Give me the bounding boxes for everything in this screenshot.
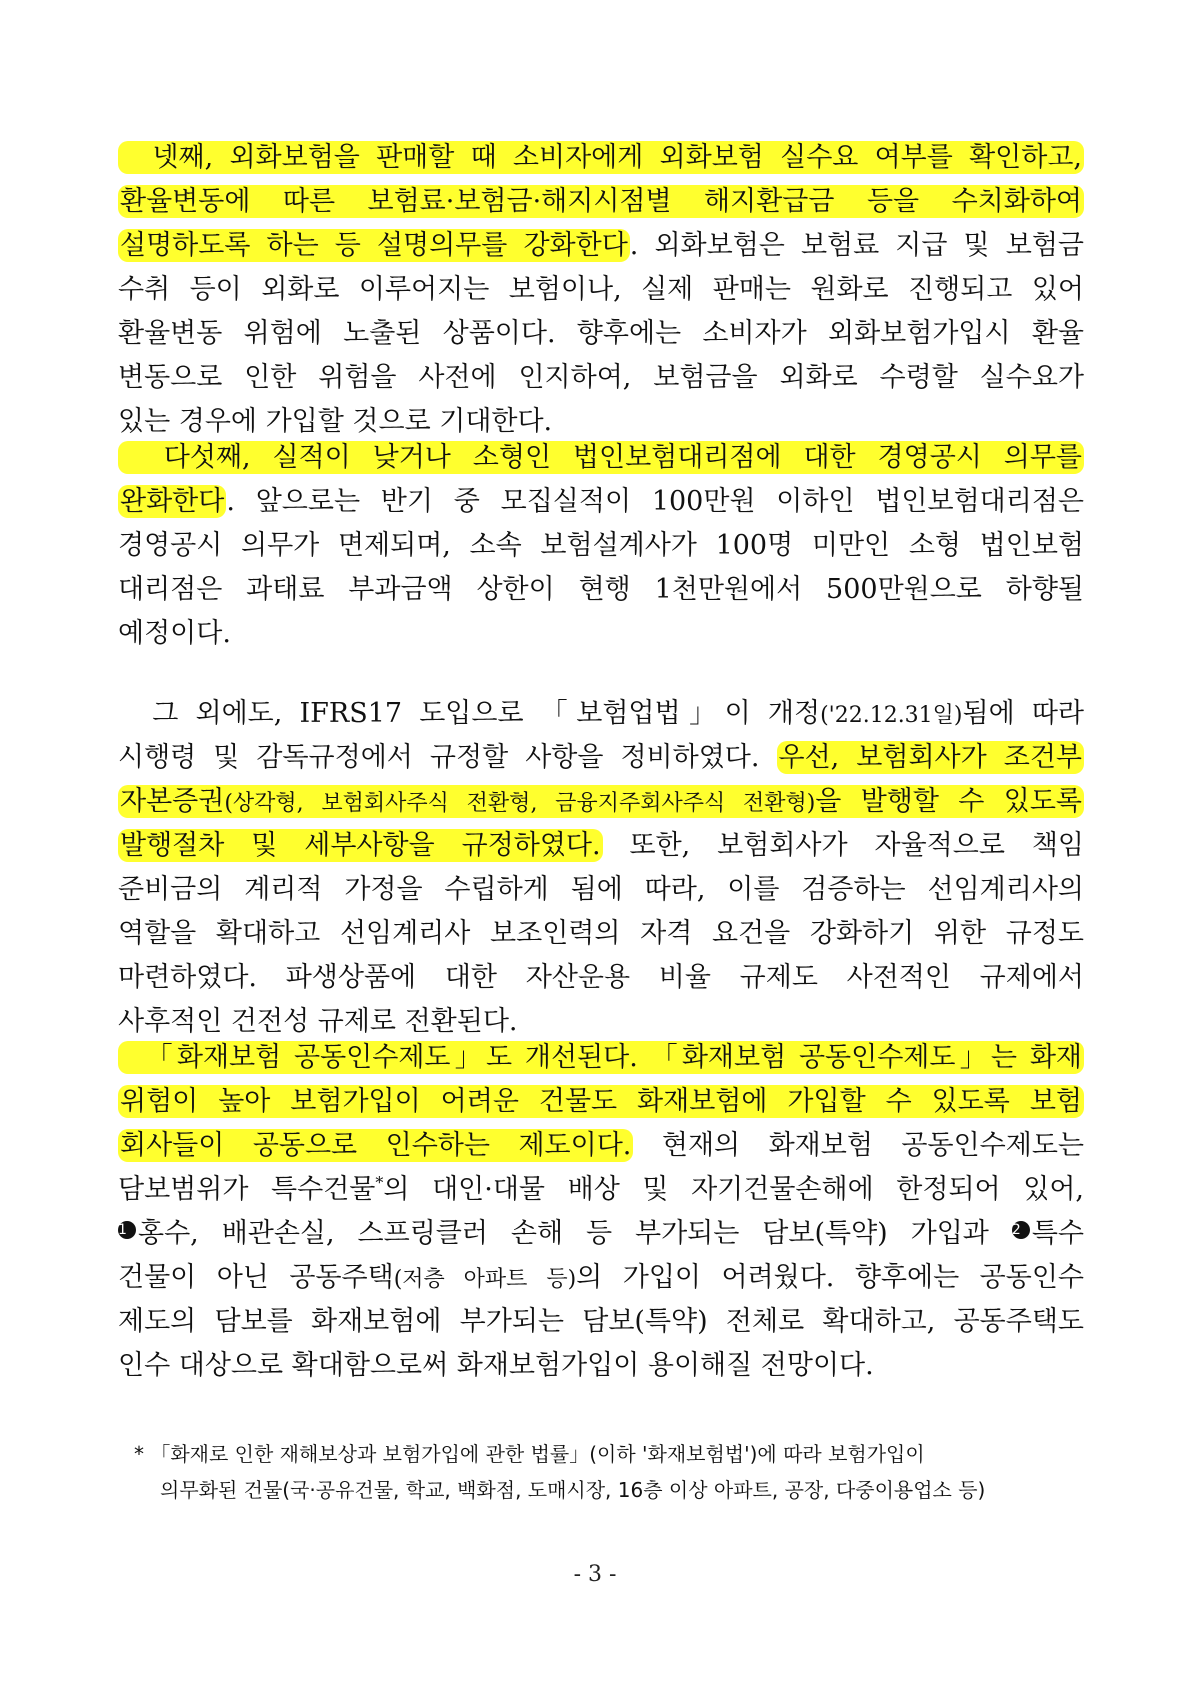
paragraph-ifrs17-amendments — [118, 692, 1084, 1044]
body-text: 건물이 아닌 공동주택 — [118, 1262, 394, 1293]
footnote-marker: * — [375, 1173, 384, 1192]
body-text: 홍수, 배관손실, 스프링클러 손해 등 부가되는 담보(특약) 가입과 — [138, 1218, 1012, 1249]
circled-number-2-icon: 2 — [1012, 1221, 1030, 1239]
footnote-line: * 「화재로 인한 재해보상과 보험가입에 관한 법률」(이하 '화재보험법')에 따라 보험가입이 — [134, 1442, 925, 1466]
text-line: 변동으로 인한 위험을 사전에 인지하여, 보험금을 외화로 수령할 실수요가 — [118, 362, 1084, 393]
body-text: 특수 — [1031, 1218, 1084, 1249]
body-text: 의 가입이 어려웠다. 향후에는 공동인수 — [576, 1262, 1084, 1293]
text-line — [118, 1256, 1084, 1300]
footnote — [134, 1436, 1084, 1508]
text-line — [118, 180, 1084, 224]
page-number: - 3 - — [573, 1562, 617, 1587]
small-note: (저층 아파트 등) — [393, 1267, 577, 1292]
highlighted-text-part: 을 발행할 수 있도록 — [815, 786, 1082, 817]
text-line: 사후적인 건전성 규제로 전환된다. — [118, 1006, 518, 1037]
date-note: ('22.12.31일) — [820, 703, 963, 728]
circled-number-1-icon: 1 — [118, 1221, 136, 1239]
body-text: 시행령 및 감독규정에서 규정할 사항을 정비하였다. — [118, 742, 777, 773]
highlighted-text: 우선, 보험회사가 조건부 — [778, 742, 1082, 773]
paragraph-corporate-agency-disclosure — [118, 436, 1084, 656]
text-line — [118, 780, 1084, 824]
paragraph-fire-insurance-joint-underwriting — [118, 1036, 1084, 1388]
highlighted-text: 환율변동에 따른 보험료·보험금·해지시점별 해지환급금 등을 수치화하여 — [120, 186, 1082, 217]
text-line — [118, 1124, 1084, 1168]
text-line — [118, 736, 1084, 780]
text-line: 제도의 담보를 화재보험에 부가되는 담보(특약) 전체로 확대하고, 공동주택도 — [118, 1306, 1084, 1337]
highlighted-small-note: (상각형, 보험회사주식 전환형, 금융지주회사주식 전환형) — [224, 791, 816, 816]
text-line: 마련하였다. 파생상품에 대한 자산운용 비율 규제도 사전적인 규제에서 — [118, 962, 1084, 993]
text-line — [118, 1212, 1084, 1256]
highlighted-text: 설명하도록 하는 등 설명의무를 강화한다 — [120, 230, 628, 261]
text-line: 역할을 확대하고 선임계리사 보조인력의 자격 요건을 강화하기 위한 규정도 — [118, 918, 1084, 949]
body-text: 의 대인·대물 배상 및 자기건물손해에 한정되어 있어, — [383, 1174, 1084, 1205]
text-line — [118, 692, 1084, 736]
body-text: 그 외에도, IFRS17 도입으로 「보험업법」이 개정 — [118, 698, 821, 729]
text-line — [118, 1080, 1084, 1124]
highlighted-text: 완화한다 — [120, 486, 225, 517]
body-text: 담보범위가 특수건물 — [118, 1174, 376, 1205]
text-line — [118, 1168, 1084, 1212]
body-text: . 앞으로는 반기 중 모집실적이 100만원 이하인 법인보험대리점은 — [226, 486, 1084, 517]
highlighted-text: 위험이 높아 보험가입이 어려운 건물도 화재보험에 가입할 수 있도록 보험 — [120, 1086, 1082, 1117]
text-line: 대리점은 과태료 부과금액 상한이 현행 1천만원에서 500만원으로 하향될 — [118, 574, 1084, 605]
text-line — [118, 1036, 1084, 1080]
text-line — [118, 480, 1084, 524]
body-text: . 외화보험은 보험료 지급 및 보험금 — [629, 230, 1084, 261]
text-line: 준비금의 계리적 가정을 수립하게 됨에 따라, 이를 검증하는 선임계리사의 — [118, 874, 1084, 905]
paragraph-foreign-currency-insurance — [118, 136, 1084, 444]
text-line: 예정이다. — [118, 618, 231, 649]
text-line — [118, 136, 1084, 180]
text-line: 환율변동 위험에 노출된 상품이다. 향후에는 소비자가 외화보험가입시 환율 — [118, 318, 1084, 349]
highlighted-text-part: 자본증권 — [120, 786, 225, 817]
text-line: 경영공시 의무가 면제되며, 소속 보험설계사가 100명 미만인 소형 법인보험 — [118, 530, 1084, 561]
footnote-line: 의무화된 건물(국·공유건물, 학교, 백화점, 도매시장, 16층 이상 아파트, 공장, 다중이용업소 등) — [160, 1478, 986, 1502]
highlighted-text: 넷째, 외화보험을 판매할 때 소비자에게 외화보험 실수요 여부를 확인하고, — [120, 142, 1082, 173]
text-line: 수취 등이 외화로 이루어지는 보험이나, 실제 판매는 원화로 진행되고 있어 — [118, 274, 1084, 305]
highlighted-text: 회사들이 공동으로 인수하는 제도이다. — [120, 1130, 632, 1161]
highlighted-text: 다섯째, 실적이 낮거나 소형인 법인보험대리점에 대한 경영공시 의무를 — [120, 442, 1082, 473]
text-line — [118, 224, 1084, 268]
highlighted-text: 발행절차 및 세부사항을 규정하였다. — [120, 830, 601, 861]
text-line: 인수 대상으로 확대함으로써 화재보험가입이 용이해질 전망이다. — [118, 1350, 874, 1381]
text-line — [118, 824, 1084, 868]
body-text: 현재의 화재보험 공동인수제도는 — [633, 1130, 1084, 1161]
highlighted-text: 「화재보험 공동인수제도」도 개선된다. 「화재보험 공동인수제도」는 화재 — [120, 1042, 1082, 1073]
text-line: 있는 경우에 가입할 것으로 기대한다. — [118, 406, 553, 437]
highlighted-text — [118, 785, 1084, 818]
text-line — [118, 436, 1084, 480]
body-text: 됨에 따라 — [962, 698, 1084, 729]
body-text: 또한, 보험회사가 자율적으로 책임 — [602, 830, 1084, 861]
